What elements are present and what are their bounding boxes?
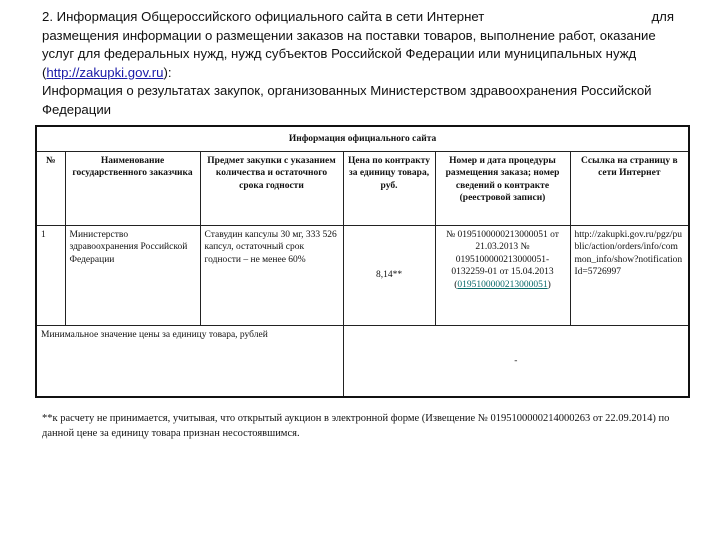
intro-after-link: ):: [163, 64, 172, 80]
intro-right-word: для: [651, 9, 674, 24]
header-url: Ссылка на страницу в сети Интернет: [570, 151, 689, 225]
header-customer: Наименование государственного заказчика: [65, 151, 200, 225]
row-url[interactable]: http://zakupki.gov.ru/pgz/public/action/orders/info/common_info/show?notificationId=5726997: [570, 225, 689, 325]
row-subject: Ставудин капсулы 30 мг, 333 526 капсул, остаточный срок годности – не менее 60%: [200, 225, 343, 325]
header-num: №: [36, 151, 65, 225]
procedure-end: ): [547, 279, 551, 290]
intro-body: размещения информации о размещении заказов на поставки товаров, выполнение работ, оказание услуг для федеральных нужд, нужд субъектов Российской Федерации или муниципальных нужд (: [42, 27, 656, 80]
intro-last: Информация о результатах закупок, организованных Министерством здравоохранения Российской Федерации: [42, 83, 652, 117]
results-table: [35, 125, 690, 398]
table-title: Информация официального сайта: [36, 126, 689, 151]
row-price: 8,14**: [343, 225, 435, 325]
header-price: Цена по контракту за единицу товара, руб.: [343, 151, 435, 225]
procedure-link[interactable]: 0195100000213000051: [457, 279, 548, 290]
zakupki-link[interactable]: http://zakupki.gov.ru: [46, 64, 164, 80]
footnote: **к расчету не принимается, учитывая, что открытый аукцион в электронной форме (Извещение № 0195100000214000263 от 22.09.2014) по данной цене за единицу товара признан несостоявшимся.: [42, 413, 670, 439]
row-procedure: [435, 225, 570, 325]
header-procedure: Номер и дата процедуры размещения заказа; номер сведений о контракте (реестровой записи): [435, 151, 570, 225]
table-row: [36, 225, 689, 325]
row-num: 1: [36, 225, 65, 325]
procedure-text: № 0195100000213000051 от 21.03.2013 № 0195100000213000051-0132259-01 от 15.04.2013 (: [446, 229, 559, 290]
min-price-value: -: [343, 325, 689, 397]
header-subject: Предмет закупки с указанием количества и остаточного срока годности: [200, 151, 343, 225]
min-price-label: Минимальное значение цены за единицу товара, рублей: [36, 325, 343, 397]
row-customer: Министерство здравоохранения Российской Федерации: [65, 225, 200, 325]
intro-line1: 2. Информация Общероссийского официального сайта в сети Интернет: [42, 9, 485, 24]
intro-text: [42, 8, 682, 119]
